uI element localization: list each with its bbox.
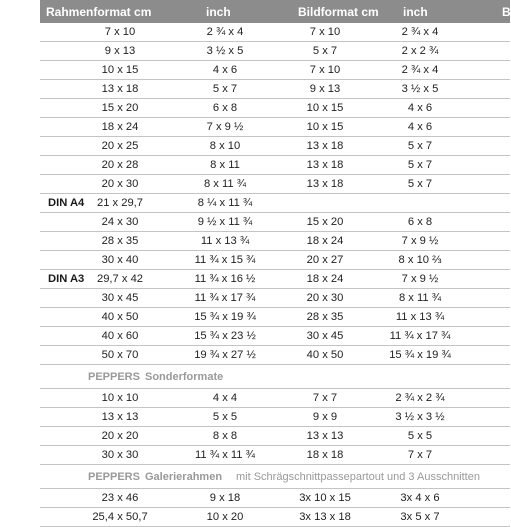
- table-cell: 7 x 10: [309, 64, 341, 76]
- table-cell: 2 ¾ x 4: [401, 64, 439, 76]
- table-cell: 21 x 29,7: [96, 197, 144, 209]
- table-cell: 20 x 27: [306, 254, 344, 266]
- table-cell: 40 x 50: [101, 311, 139, 323]
- table-cell: 15 ¾ x 19 ¾: [194, 311, 256, 323]
- din-label: DIN A3: [48, 273, 85, 285]
- table-cell: 4 x 4: [212, 392, 238, 404]
- table-cell: 5 x 5: [407, 430, 433, 442]
- table-cell: 2 ¾ x 4: [401, 26, 439, 38]
- table-cell: 10 x 15: [306, 102, 344, 114]
- table-cell: 15 ¾ x 19 ¾: [389, 349, 451, 361]
- table-row: [40, 42, 510, 61]
- table-cell: 7 x 7: [312, 392, 338, 404]
- table-cell: 13 x 18: [306, 178, 344, 190]
- table-cell: 5 x 7: [407, 159, 433, 171]
- table-cell: 20 x 28: [101, 159, 139, 171]
- table-row: [40, 213, 510, 232]
- table-cell: 6 x 8: [407, 216, 433, 228]
- table-cell: 18 x 24: [306, 235, 344, 247]
- table-cell: 8 x 8: [212, 430, 238, 442]
- section-brand: PEPPERS: [88, 471, 140, 483]
- table-cell: 5 x 7: [212, 83, 238, 95]
- table-cell: 3x 10 x 15: [299, 492, 351, 504]
- table-cell: 4 x 6: [407, 102, 433, 114]
- table-cell: 11 ¾ x 11 ¾: [195, 449, 255, 461]
- table-cell: 28 x 35: [101, 235, 139, 247]
- table-row: [40, 23, 510, 42]
- table-cell: 18 x 24: [306, 273, 344, 285]
- table-row: [40, 118, 510, 137]
- table-cell: 11 ¾ x 17 ¾: [194, 292, 256, 304]
- table-row: [40, 508, 510, 527]
- table-row: [40, 408, 510, 427]
- table-row: [40, 446, 510, 465]
- table-cell: 30 x 40: [101, 254, 139, 266]
- header-frame-inch: inch: [206, 5, 231, 19]
- header-image-inch: inch: [403, 5, 428, 19]
- table-cell: 13 x 18: [306, 159, 344, 171]
- table-cell: 9 ½ x 11 ¾: [197, 216, 253, 228]
- table-row: [40, 99, 510, 118]
- table-cell: 4 x 6: [407, 121, 433, 133]
- table-cell: 3 ½ x 5: [206, 45, 244, 57]
- table-row: [40, 270, 510, 289]
- table-cell: 13 x 13: [306, 430, 344, 442]
- table-cell: 13 x 18: [101, 83, 139, 95]
- table-cell: 3x 5 x 7: [400, 511, 440, 523]
- table-cell: 2 x 2 ¾: [401, 45, 439, 57]
- table-cell: 4 x 6: [212, 64, 238, 76]
- table-cell: 5 x 5: [212, 411, 238, 423]
- table-cell: 15 ¾ x 23 ½: [194, 330, 256, 342]
- table-cell: 18 x 18: [306, 449, 344, 461]
- table-cell: 7 x 10: [104, 26, 136, 38]
- table-cell: 20 x 30: [101, 178, 139, 190]
- table-cell: 28 x 35: [306, 311, 344, 323]
- table-row: [40, 489, 510, 508]
- table-cell: 7 x 9 ½: [206, 121, 244, 133]
- table-cell: 13 x 13: [101, 411, 139, 423]
- table-cell: 30 x 45: [101, 292, 139, 304]
- table-cell: 7 x 9 ½: [401, 273, 439, 285]
- table-cell: 3 ½ x 3 ½: [395, 411, 445, 423]
- table-cell: 23 x 46: [101, 492, 139, 504]
- table-cell: 24 x 30: [101, 216, 139, 228]
- din-label: DIN A4: [48, 197, 85, 209]
- section-title: Galerierahmen: [145, 471, 223, 483]
- table-cell: 11 x 13 ¾: [395, 311, 445, 323]
- table-cell: 8 ¼ x 11 ¾: [197, 197, 253, 209]
- table-row: [40, 289, 510, 308]
- table-cell: 18 x 24: [101, 121, 139, 133]
- table-cell: 40 x 50: [306, 349, 344, 361]
- table-cell: 7 x 7: [407, 449, 433, 461]
- table-row: [40, 389, 510, 408]
- section-header-gallery: [40, 465, 510, 489]
- table-cell: 10 x 15: [101, 64, 139, 76]
- section-note: mit Schrägschnittpassepartout und 3 Ausschnitten: [236, 471, 480, 483]
- table-cell: 5 x 7: [312, 45, 338, 57]
- table-cell: 30 x 30: [101, 449, 139, 461]
- table-cell: 40 x 60: [101, 330, 139, 342]
- table-cell: 8 x 10: [209, 140, 241, 152]
- table-cell: 9 x 18: [209, 492, 241, 504]
- table-header: [40, 0, 510, 23]
- table-cell: 2 ¾ x 2 ¾: [395, 392, 445, 404]
- table-cell: 15 x 20: [101, 102, 139, 114]
- table-row: [40, 327, 510, 346]
- table-row: [40, 61, 510, 80]
- table-row: [40, 346, 510, 365]
- table-cell: 11 ¾ x 16 ½: [194, 273, 256, 285]
- table-cell: 10 x 15: [306, 121, 344, 133]
- table-cell: 7 x 9 ½: [401, 235, 439, 247]
- table-cell: 11 ¾ x 15 ¾: [194, 254, 256, 266]
- table-cell: 30 x 45: [306, 330, 344, 342]
- table-row: [40, 427, 510, 446]
- table-cell: 9 x 13: [309, 83, 341, 95]
- section-brand: PEPPERS: [88, 371, 140, 383]
- table-row: [40, 308, 510, 327]
- header-frame-cm: Rahmenformat cm: [46, 5, 152, 19]
- table-cell: 9 x 13: [104, 45, 136, 57]
- table-cell: 8 x 10 ⅔: [398, 254, 442, 266]
- table-cell: 3x 4 x 6: [400, 492, 440, 504]
- header-image-cm: Bildformat cm: [298, 5, 379, 19]
- table-cell: 20 x 30: [306, 292, 344, 304]
- table-cell: 3 ½ x 5: [401, 83, 439, 95]
- table-cell: 9 x 9: [312, 411, 338, 423]
- table-cell: 10 x 10: [101, 392, 139, 404]
- table-cell: 11 ¾ x 17 ¾: [389, 330, 451, 342]
- table-cell: 8 x 11 ¾: [203, 178, 247, 190]
- table-cell: 3x 13 x 18: [299, 511, 351, 523]
- table-row: [40, 137, 510, 156]
- table-cell: 50 x 70: [101, 349, 139, 361]
- table-cell: 8 x 11 ¾: [398, 292, 442, 304]
- table-cell: 5 x 7: [407, 178, 433, 190]
- table-cell: 25,4 x 50,7: [92, 511, 148, 523]
- table-row: [40, 251, 510, 270]
- table-row: [40, 232, 510, 251]
- table-cell: 11 x 13 ¾: [200, 235, 250, 247]
- table-cell: 10 x 20: [206, 511, 244, 523]
- table-row: [40, 194, 510, 213]
- table-row: [40, 80, 510, 99]
- header-extra: B: [502, 5, 511, 19]
- section-title: Sonderformate: [145, 371, 224, 383]
- table-cell: 20 x 25: [101, 140, 139, 152]
- table-cell: 6 x 8: [212, 102, 238, 114]
- table-cell: 8 x 11: [210, 159, 240, 171]
- table-cell: 29,7 x 42: [96, 273, 144, 285]
- table-cell: 2 ¾ x 4: [206, 26, 244, 38]
- table-cell: 15 x 20: [306, 216, 344, 228]
- table-cell: 20 x 20: [101, 430, 139, 442]
- table-cell: 5 x 7: [407, 140, 433, 152]
- table-cell: 7 x 10: [309, 26, 341, 38]
- table-row: [40, 156, 510, 175]
- table-cell: 19 ¾ x 27 ½: [194, 349, 256, 361]
- table-row: [40, 175, 510, 194]
- section-header-special: [40, 365, 510, 389]
- table-cell: 13 x 18: [306, 140, 344, 152]
